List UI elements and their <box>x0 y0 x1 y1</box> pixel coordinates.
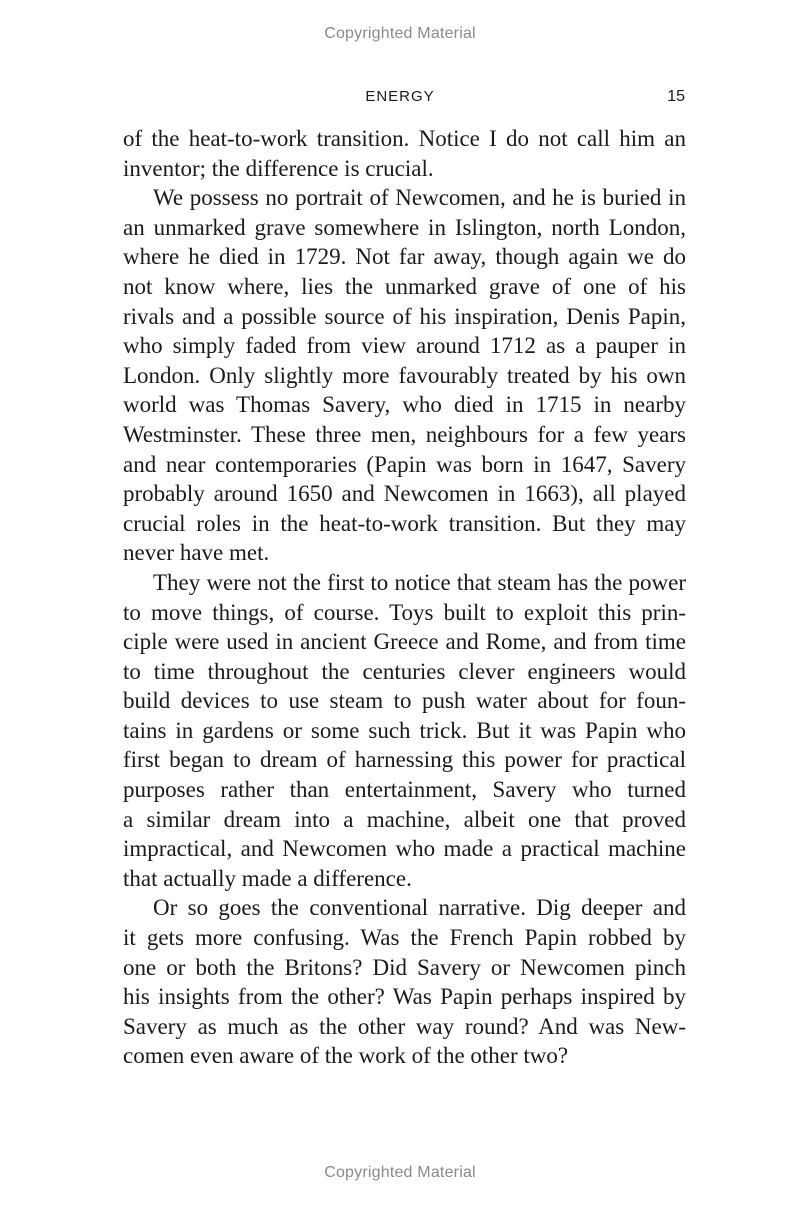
text-line: one or both the Britons? Did Savery or Newcomen pinch <box>123 954 686 980</box>
text-line: never have met. <box>123 540 270 566</box>
text-line: Savery as much as the other way round? And was New- <box>123 1013 686 1039</box>
copyright-watermark-top: Copyrighted Material <box>324 25 476 42</box>
body-text <box>123 124 686 1071</box>
text-line: not know where, lies the unmarked grave of one of his <box>123 273 686 299</box>
text-line: They were not the first to notice that steam has the power <box>153 569 686 595</box>
text-line: crucial roles in the heat-to-work transition. But they may <box>123 510 686 536</box>
page-number: 15 <box>667 88 685 105</box>
text-line: Or so goes the conventional narrative. Dig deeper and <box>153 895 686 921</box>
running-head <box>0 88 800 112</box>
text-line: who simply faded from view around 1712 as a pauper in <box>123 333 686 359</box>
text-line: where he died in 1729. Not far away, though again we do <box>123 244 686 270</box>
text-line: inventor; the difference is crucial. <box>123 155 434 181</box>
text-line: a similar dream into a machine, albeit one that proved <box>123 806 686 832</box>
text-line: Westminster. These three men, neighbours for a few years <box>123 421 686 447</box>
text-line: purposes rather than entertainment, Savery who turned <box>123 777 686 803</box>
text-line: first began to dream of harnessing this power for practical <box>123 747 686 773</box>
copyright-watermark-bottom: Copyrighted Material <box>324 1164 476 1181</box>
text-line: world was Thomas Savery, who died in 1715 in nearby <box>123 392 686 418</box>
text-line: rivals and a possible source of his inspiration, Denis Papin, <box>123 303 686 329</box>
text-line: his insights from the other? Was Papin perhaps inspired by <box>123 984 686 1010</box>
chapter-title: ENERGY <box>365 88 435 105</box>
text-line: an unmarked grave somewhere in Islington, north London, <box>123 214 686 240</box>
text-line: it gets more confusing. Was the French Papin robbed by <box>123 925 686 951</box>
text-line: to move things, of course. Toys built to exploit this prin- <box>123 599 686 625</box>
text-line: that actually made a difference. <box>123 865 412 891</box>
text-line: tains in gardens or some such trick. But it was Papin who <box>123 717 686 743</box>
text-line: and near contemporaries (Papin was born in 1647, Savery <box>123 451 686 477</box>
text-line: of the heat-to-work transition. Notice I do not call him an <box>123 126 686 151</box>
text-line: impractical, and Newcomen who made a practical machine <box>123 836 686 862</box>
text-line: build devices to use steam to push water about for foun- <box>123 688 686 714</box>
text-line: probably around 1650 and Newcomen in 1663), all played <box>123 481 686 507</box>
text-line: ciple were used in ancient Greece and Rome, and from time <box>123 629 686 655</box>
text-line: comen even aware of the work of the other two? <box>123 1043 569 1069</box>
text-line: London. Only slightly more favourably treated by his own <box>123 362 686 388</box>
text-line: We possess no portrait of Newcomen, and he is buried in <box>153 185 686 211</box>
text-line: to time throughout the centuries clever engineers would <box>123 658 686 684</box>
